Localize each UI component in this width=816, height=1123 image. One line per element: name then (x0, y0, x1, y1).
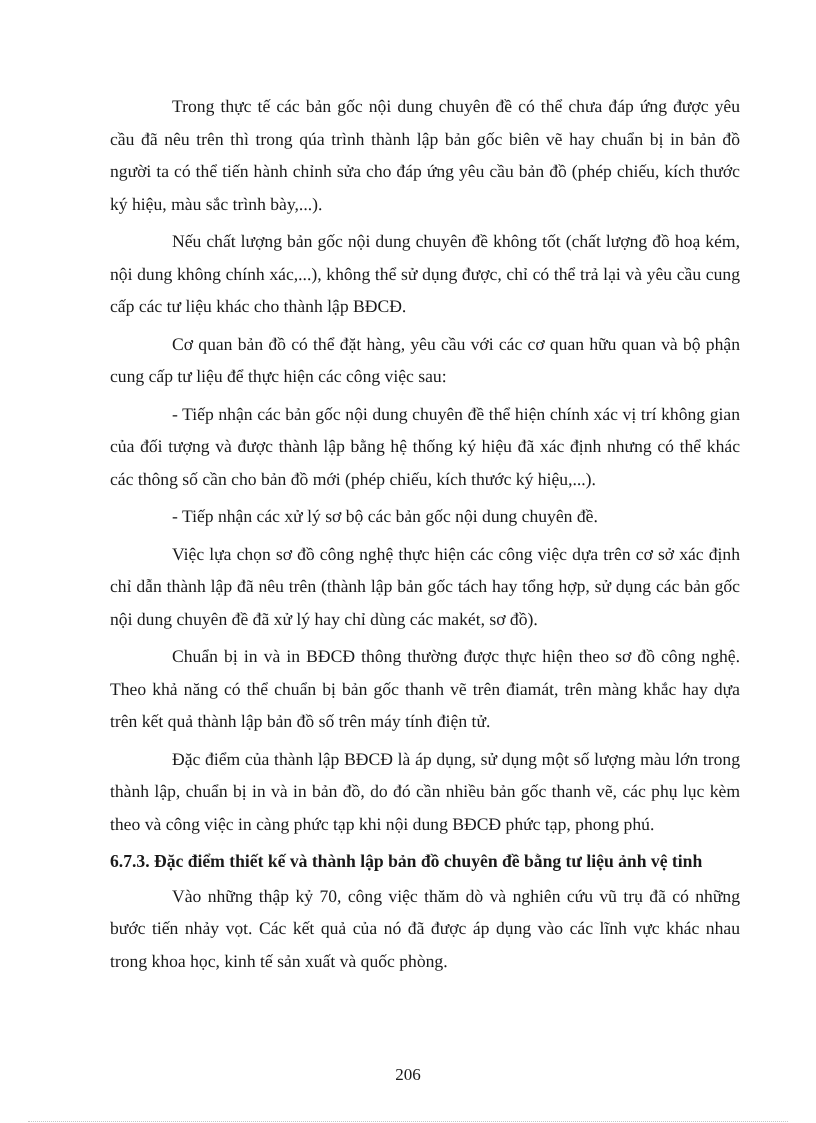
paragraph-3: Cơ quan bản đồ có thể đặt hàng, yêu cầu với các cơ quan hữu quan và bộ phận cung cấp tư liệu để thực hiện các công việc sau: (110, 333, 740, 386)
paragraph-4-bullet: - Tiếp nhận các bản gốc nội dung chuyên đề thể hiện chính xác vị trí không gian của đối tượng và được thành lập bằng hệ thống ký hiệu đã xác định nhưng có thể khác các thông số cần cho bản đồ mới (phép chiếu, kích thước ký hiệu,...). (110, 403, 740, 489)
page-content (110, 90, 740, 982)
paragraph-8: Đặc điểm của thành lập BĐCĐ là áp dụng, sử dụng một số lượng màu lớn trong thành lập, chuẩn bị in và in bản đồ, do đó cần nhiều bản gốc thanh vẽ, các phụ lục kèm theo và công việc in càng phức tạp khi nội dung BĐCĐ phức tạp, phong phú. (110, 748, 740, 834)
page-bottom-divider (28, 1121, 788, 1122)
paragraph-7: Chuẩn bị in và in BĐCĐ thông thường được thực hiện theo sơ đồ công nghệ. Theo khả năng có thể chuẩn bị bản gốc thanh vẽ trên điamát, trên màng khắc hay dựa trên kết quả thành lập bản đồ số trên máy tính điện tử. (110, 646, 740, 731)
page-number: 206 (395, 1065, 421, 1084)
section-heading: 6.7.3. Đặc điểm thiết kế và thành lập bản đồ chuyên đề bằng tư liệu ảnh vệ tinh (110, 851, 703, 871)
paragraph-2: Nếu chất lượng bản gốc nội dung chuyên đề không tốt (chất lượng đồ hoạ kém, nội dung không chính xác,...), không thể sử dụng được, chỉ có thể trả lại và yêu cầu cung cấp các tư liệu khác cho thành lập BĐCĐ. (110, 231, 740, 316)
section-paragraph-1: Vào những thập kỷ 70, công việc thăm dò và nghiên cứu vũ trụ đã có những bước tiến nhảy vọt. Các kết quả của nó đã được áp dụng vào các lĩnh vực khác nhau trong khoa học, kinh tế sản xuất và quốc phòng. (110, 885, 740, 971)
paragraph-1: Trong thực tế các bản gốc nội dung chuyên đề có thể chưa đáp ứng được yêu cầu đã nêu trên thì trong qúa trình thành lập bản gốc biên vẽ hay chuẩn bị in bản đồ người ta có thể tiến hành chỉnh sửa cho đáp ứng yêu cầu bản đồ (phép chiếu, kích thước ký hiệu, màu sắc trình bày,...). (110, 96, 740, 214)
paragraph-6: Việc lựa chọn sơ đồ công nghệ thực hiện các công việc dựa trên cơ sở xác định chỉ dẫn thành lập đã nêu trên (thành lập bản gốc tách hay tổng hợp, sử dụng các bản gốc nội dung chuyên đề đã xử lý hay chỉ dùng các makét, sơ đồ). (110, 543, 740, 629)
paragraph-5-bullet: - Tiếp nhận các xử lý sơ bộ các bản gốc nội dung chuyên đề. (172, 506, 598, 526)
